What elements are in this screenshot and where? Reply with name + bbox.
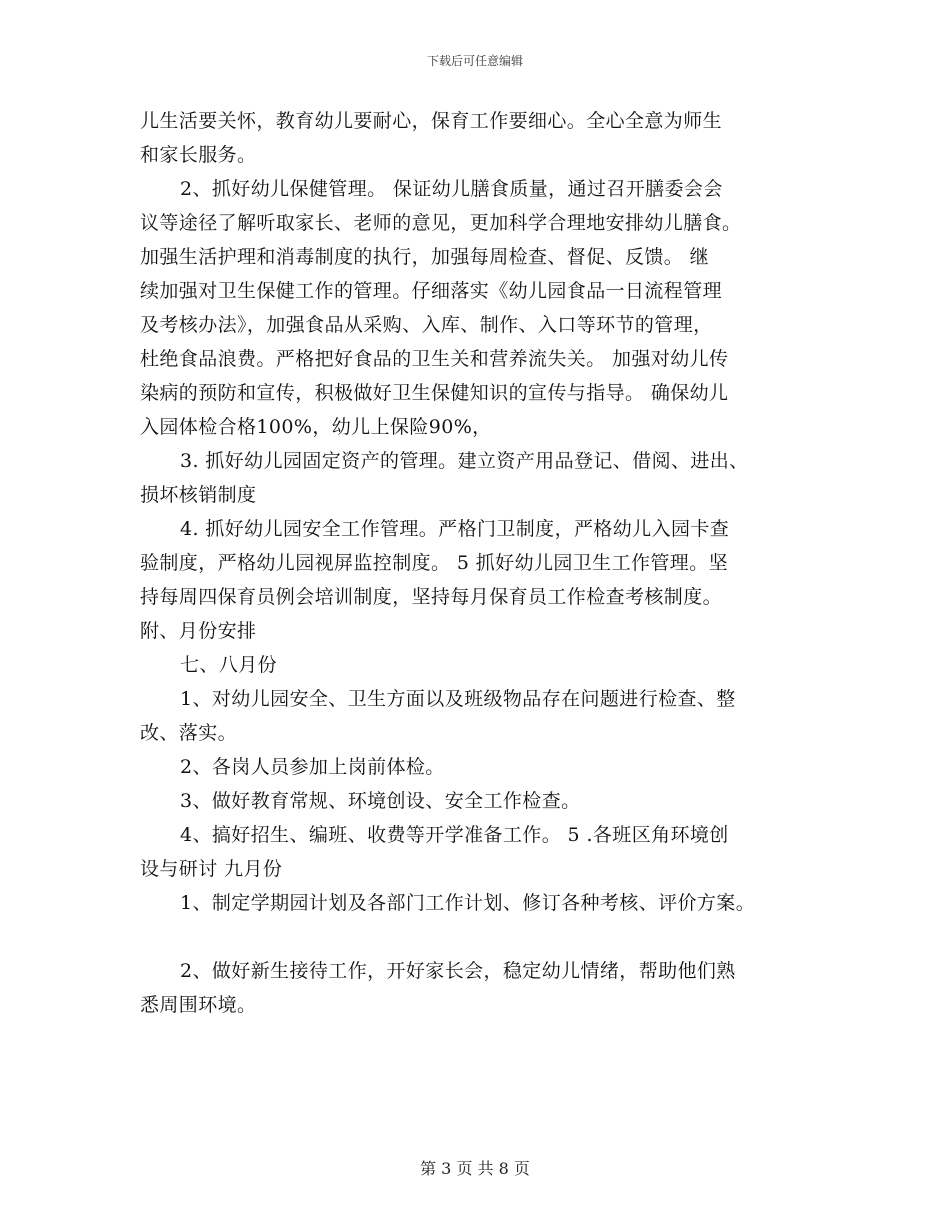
text-line: 杜绝食品浪费。严格把好食品的卫生关和营养流失关。 加强对幼儿传 (140, 348, 729, 370)
text-line: 悉周围环境。 (140, 994, 257, 1016)
text-line: 及考核办法》，加强食品从采购、入库、制作、入口等环节的管理， (140, 314, 713, 336)
text-line: 和家长服务。 (140, 144, 257, 166)
text-line: 3. 抓好幼儿园固定资产的管理。建立资产用品登记、借阅、进出、 (180, 450, 749, 472)
text-line: 3、做好教育常规、环境创设、安全工作检查。 (180, 790, 581, 812)
text-line: 1、制定学期园计划及各部门工作计划、修订各种考核、评价方案。 (180, 892, 756, 914)
text-line: 2、各岗人员参加上岗前体检。 (180, 756, 445, 778)
text-line: 损坏核销制度 (140, 484, 257, 506)
text-line: 入园体检合格100%，幼儿上保险90%， (140, 416, 492, 438)
text-line: 2、抓好幼儿保健管理。 保证幼儿膳食质量，通过召开膳委会会 (180, 178, 723, 200)
page-number: 第 3 页 共 8 页 (420, 1159, 530, 1178)
text-line: 2、做好新生接待工作，开好家长会，稳定幼儿情绪，帮助他们熟 (180, 960, 736, 982)
text-line: 议等途径了解听取家长、老师的意见，更加科学合理地安排幼儿膳食。 (140, 212, 742, 234)
text-line: 改、落实。 (140, 722, 238, 744)
text-line: 续加强对卫生保健工作的管理。仔细落实《幼儿园食品一日流程管理 (140, 280, 723, 302)
text-line: 持每周四保育员例会培训制度，坚持每月保育员工作检查考核制度。 (140, 586, 723, 608)
paragraph-gap (140, 920, 840, 954)
text-line: 儿生活要关怀，教育幼儿要耐心，保育工作要细心。全心全意为师生 (140, 110, 723, 132)
text-line: 4. 抓好幼儿园安全工作管理。严格门卫制度，严格幼儿入园卡查 (180, 518, 730, 540)
page-header: 下载后可任意编辑 (426, 54, 523, 68)
text-line: 1、对幼儿园安全、卫生方面以及班级物品存在问题进行检查、整 (180, 688, 736, 710)
text-line: 染病的预防和宣传，积极做好卫生保健知识的宣传与指导。 确保幼儿 (140, 382, 729, 404)
document-body (140, 104, 840, 1022)
section-heading: 七、八月份 (180, 654, 278, 676)
text-line: 加强生活护理和消毒制度的执行，加强每周检查、督促、反馈。 继 (140, 246, 710, 268)
text-line: 4、搞好招生、编班、收费等开学准备工作。 5 .各班区角环境创 (180, 824, 729, 846)
text-line: 附、月份安排 (140, 620, 257, 642)
text-line: 设与研讨 九月份 (140, 858, 283, 880)
text-line: 验制度，严格幼儿园视屏监控制度。 5 抓好幼儿园卫生工作管理。坚 (140, 552, 728, 574)
